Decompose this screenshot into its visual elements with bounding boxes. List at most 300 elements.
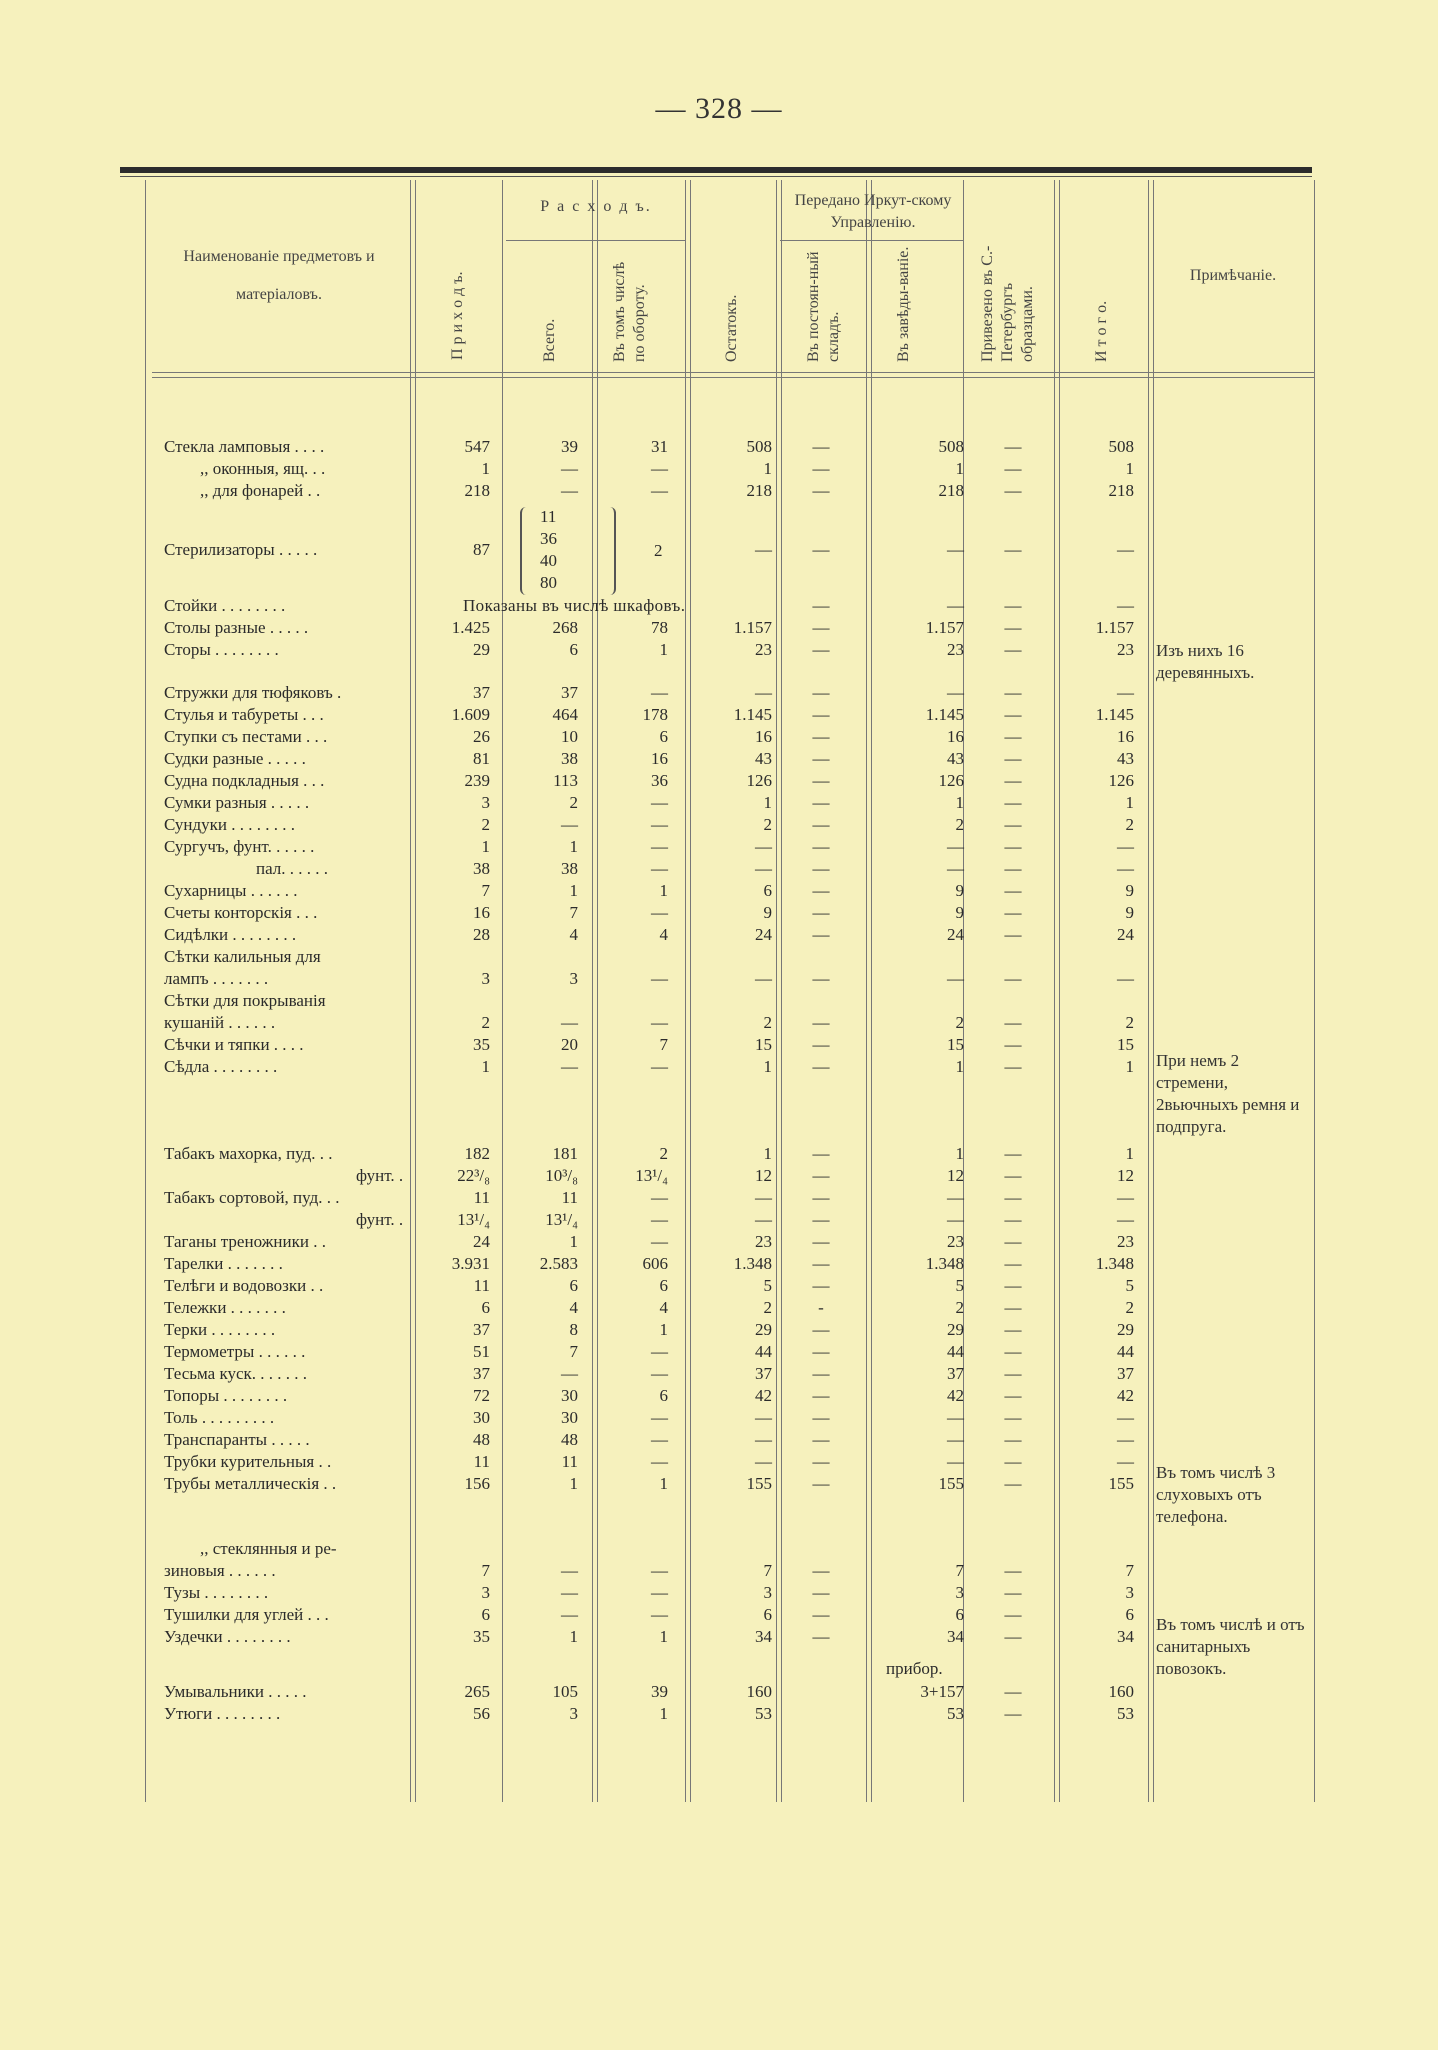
item-name: Транспаранты . . . . . bbox=[164, 1430, 310, 1449]
table-row bbox=[0, 902, 1438, 924]
cell-value: 2 bbox=[955, 1013, 964, 1032]
page-number: — 328 — bbox=[655, 92, 783, 125]
cell-value: — bbox=[812, 1561, 830, 1580]
cell-value: 37 bbox=[1117, 1364, 1134, 1383]
cell-value: 3 bbox=[569, 1704, 578, 1723]
cell-value: 1 bbox=[763, 1057, 772, 1076]
header-subrule bbox=[780, 240, 964, 241]
cell-value: 13¹/₄ bbox=[635, 1166, 668, 1185]
cell-value: 2 bbox=[763, 815, 772, 834]
cell-value: 6 bbox=[659, 1276, 668, 1295]
cell-value: — bbox=[755, 837, 772, 856]
cell-value: — bbox=[755, 1210, 772, 1229]
cell-value: — bbox=[812, 1386, 830, 1405]
table-row bbox=[0, 1143, 1438, 1165]
cell-value: 2 bbox=[1125, 815, 1134, 834]
item-name: Стойки . . . . . . . . bbox=[164, 596, 286, 615]
table-row bbox=[0, 1012, 1438, 1034]
sterilizer-brace-right bbox=[608, 507, 616, 595]
table-row bbox=[0, 595, 1438, 617]
cell-value: — bbox=[755, 1408, 772, 1427]
table-row bbox=[0, 858, 1438, 880]
table-row bbox=[0, 704, 1438, 726]
cell-value: — bbox=[1004, 1298, 1022, 1317]
cell-value: 34 bbox=[1117, 1627, 1134, 1646]
cell-value: — bbox=[812, 1627, 830, 1646]
cell-value: — bbox=[561, 459, 578, 478]
header-primechanie: Примѣчаніе. bbox=[1189, 267, 1277, 284]
cell-value: — bbox=[1117, 1408, 1134, 1427]
table-row bbox=[0, 1341, 1438, 1363]
cell-value: 1 bbox=[481, 459, 490, 478]
header-ostatok: Остатокъ. bbox=[723, 294, 740, 362]
table-row bbox=[0, 1275, 1438, 1297]
cell-value: 35 bbox=[473, 1035, 490, 1054]
cell-value: 37 bbox=[473, 1364, 490, 1383]
cell-value: 44 bbox=[947, 1342, 964, 1361]
item-name: Сундуки . . . . . . . . bbox=[164, 815, 296, 834]
cell-value: — bbox=[812, 749, 830, 768]
cell-value: — bbox=[812, 837, 830, 856]
cell-value: — bbox=[1004, 1452, 1022, 1471]
cell-value: — bbox=[651, 1057, 668, 1076]
cell-value: — bbox=[812, 881, 830, 900]
cell-value: — bbox=[755, 859, 772, 878]
cell-value: 606 bbox=[642, 1254, 668, 1273]
cell-value: — bbox=[947, 596, 964, 615]
cell-value: — bbox=[1004, 815, 1022, 834]
cell-value: — bbox=[755, 683, 772, 702]
table-row bbox=[0, 814, 1438, 836]
cell-value: — bbox=[561, 1013, 578, 1032]
table-row bbox=[0, 946, 1438, 968]
cell-value: 1 bbox=[481, 837, 490, 856]
table-row bbox=[0, 682, 1438, 704]
cell-value: 12 bbox=[755, 1166, 772, 1185]
sterilizer-brace-left bbox=[520, 507, 528, 595]
cell-value: — bbox=[1004, 1254, 1022, 1273]
cell-value: 43 bbox=[755, 749, 772, 768]
cell-value: 24 bbox=[473, 1232, 490, 1251]
note-sedla: При немъ 2 стремени, 2вьючныхъ ремня и подпруга. bbox=[1156, 1051, 1300, 1136]
cell-value: 23 bbox=[1117, 1232, 1134, 1251]
table-row bbox=[0, 1297, 1438, 1319]
cell-value: 182 bbox=[464, 1144, 490, 1163]
cell-value: — bbox=[651, 481, 668, 500]
cell-value: 2 bbox=[1125, 1298, 1134, 1317]
cell-value: — bbox=[947, 1408, 964, 1427]
cell-value: — bbox=[1004, 1144, 1022, 1163]
table-row bbox=[0, 748, 1438, 770]
cell-value: 1 bbox=[569, 1474, 578, 1493]
cell-value: — bbox=[1004, 727, 1022, 746]
cell-value: 23 bbox=[947, 1232, 964, 1251]
item-name: Умывальники . . . . . bbox=[164, 1682, 307, 1701]
cell-value: 10³/₈ bbox=[545, 1166, 578, 1185]
table-row bbox=[0, 436, 1438, 458]
cell-value: — bbox=[812, 1583, 830, 1602]
cell-value: 9 bbox=[1125, 881, 1134, 900]
item-name: Топоры . . . . . . . . bbox=[164, 1386, 288, 1405]
cell-value: — bbox=[651, 793, 668, 812]
cell-value: 15 bbox=[947, 1035, 964, 1054]
cell-value: — bbox=[812, 1408, 830, 1427]
cell-value: 1 bbox=[955, 459, 964, 478]
cell-value: 508 bbox=[938, 437, 964, 456]
cell-value: — bbox=[812, 1166, 830, 1185]
cell-value: 2 bbox=[763, 1298, 772, 1317]
cell-value: 23 bbox=[947, 640, 964, 659]
cell-value: — bbox=[812, 1144, 830, 1163]
cell-value: 1.425 bbox=[451, 618, 490, 637]
cell-value: — bbox=[1004, 1210, 1022, 1229]
item-name: кушаній . . . . . . bbox=[164, 1013, 276, 1032]
cell-value: 9 bbox=[955, 881, 964, 900]
item-name: Сидѣлки . . . . . . . . bbox=[164, 925, 297, 944]
cell-value: — bbox=[1117, 837, 1134, 856]
cell-value: 37 bbox=[561, 683, 578, 702]
cell-value: 2.583 bbox=[539, 1254, 578, 1273]
cell-value: 1 bbox=[569, 881, 578, 900]
cell-value: — bbox=[947, 1452, 964, 1471]
cell-value: 4 bbox=[659, 1298, 668, 1317]
cell-value: 72 bbox=[473, 1386, 490, 1405]
cell-value: 7 bbox=[569, 903, 578, 922]
cell-value: — bbox=[561, 1057, 578, 1076]
cell-value: — bbox=[651, 1013, 668, 1032]
table-row bbox=[0, 1560, 1438, 1582]
cell-value: 11 bbox=[473, 1276, 490, 1295]
item-name: Телѣги и водовозки . . bbox=[164, 1276, 324, 1295]
cell-value: 1 bbox=[763, 793, 772, 812]
cell-value: — bbox=[561, 1561, 578, 1580]
cell-value: — bbox=[1004, 481, 1022, 500]
item-name: Сторы . . . . . . . . bbox=[164, 640, 279, 659]
cell-value: — bbox=[1117, 1188, 1134, 1207]
cell-value: — bbox=[755, 1188, 772, 1207]
cell-value: — bbox=[1117, 596, 1134, 615]
cell-value: 53 bbox=[947, 1704, 964, 1723]
cell-value: 3 bbox=[569, 969, 578, 988]
cell-value: 42 bbox=[755, 1386, 772, 1405]
cell-value: — bbox=[812, 1188, 830, 1207]
header-itogo: И т о г о. bbox=[1093, 300, 1110, 362]
cell-value: 23 bbox=[755, 640, 772, 659]
item-name: Сѣдла . . . . . . . . bbox=[164, 1057, 278, 1076]
item-name: Трубы металлическія . . bbox=[164, 1474, 337, 1493]
cell-value: — bbox=[1117, 1210, 1134, 1229]
item-name: Толь . . . . . . . . . bbox=[164, 1408, 275, 1427]
cell-value: 6 bbox=[955, 1605, 964, 1624]
cell-value: — bbox=[1004, 1320, 1022, 1339]
item-name: Сѣтки калильныя для bbox=[164, 947, 321, 966]
cell-value: 2 bbox=[481, 1013, 490, 1032]
stoyki-text: Показаны въ числѣ шкафовъ. bbox=[463, 596, 686, 615]
item-name: Тележки . . . . . . . bbox=[164, 1298, 286, 1317]
cell-value: 126 bbox=[1108, 771, 1134, 790]
cell-value: — bbox=[812, 1057, 830, 1076]
cell-value: 3 bbox=[481, 793, 490, 812]
cell-value: 22³/₈ bbox=[457, 1166, 490, 1185]
item-name: Сѣчки и тяпки . . . . bbox=[164, 1035, 304, 1054]
cell-value: — bbox=[1004, 1408, 1022, 1427]
cell-value: — bbox=[812, 815, 830, 834]
item-name: Тарелки . . . . . . . bbox=[164, 1254, 283, 1273]
header-name: Наименованіе предметовъ и матеріаловъ. bbox=[183, 248, 375, 303]
table-row bbox=[0, 1429, 1438, 1451]
cell-value: 218 bbox=[464, 481, 490, 500]
cell-value: 48 bbox=[561, 1430, 578, 1449]
cell-value: — bbox=[651, 1342, 668, 1361]
cell-value: 464 bbox=[552, 705, 578, 724]
cell-value: 6 bbox=[481, 1298, 490, 1317]
cell-value: — bbox=[1004, 437, 1022, 456]
cell-value: — bbox=[812, 859, 830, 878]
table-top-rule bbox=[120, 167, 1312, 173]
cell-value: — bbox=[1004, 1013, 1022, 1032]
cell-value: — bbox=[812, 1232, 830, 1251]
cell-value: — bbox=[812, 1474, 830, 1493]
cell-value: — bbox=[812, 727, 830, 746]
item-name: Столы разные . . . . . bbox=[164, 618, 309, 637]
cell-value: 38 bbox=[473, 859, 490, 878]
cell-value: — bbox=[561, 481, 578, 500]
cell-value: 7 bbox=[481, 1561, 490, 1580]
cell-value: 105 bbox=[552, 1682, 578, 1701]
cell-value: — bbox=[1117, 1430, 1134, 1449]
cell-value: 8 bbox=[569, 1320, 578, 1339]
cell-value: 51 bbox=[473, 1342, 490, 1361]
pribor-label: прибор. bbox=[886, 1659, 943, 1678]
cell-value: 36 bbox=[651, 771, 668, 790]
cell-value: 3 bbox=[763, 1583, 772, 1602]
cell-value: 1 bbox=[955, 793, 964, 812]
cell-value: 1.157 bbox=[733, 618, 772, 637]
cell-value: — bbox=[1004, 540, 1022, 559]
cell-value: 1 bbox=[569, 1232, 578, 1251]
cell-value: — bbox=[812, 969, 830, 988]
cell-value: 160 bbox=[746, 1682, 772, 1701]
cell-value: — bbox=[1004, 793, 1022, 812]
cell-value: 1 bbox=[659, 1627, 668, 1646]
cell-value: 547 bbox=[464, 437, 490, 456]
cell-value: 1.348 bbox=[925, 1254, 964, 1273]
cell-value: 5 bbox=[955, 1276, 964, 1295]
item-name: Трубки курительныя . . bbox=[164, 1452, 332, 1471]
item-name: Ступки съ пестами . . . bbox=[164, 727, 328, 746]
cell-value: 4 bbox=[569, 1298, 578, 1317]
cell-value: 1 bbox=[659, 640, 668, 659]
cell-value: 1 bbox=[659, 1320, 668, 1339]
cell-value: 29 bbox=[755, 1320, 772, 1339]
table-row bbox=[0, 1582, 1438, 1604]
cell-value: — bbox=[812, 903, 830, 922]
cell-value: 35 bbox=[473, 1627, 490, 1646]
cell-value: 1 bbox=[955, 1144, 964, 1163]
cell-value: — bbox=[1004, 1682, 1022, 1701]
item-name: Сургучъ, фунт. . . . . . bbox=[164, 837, 315, 856]
item-name: Тушилки для углей . . . bbox=[164, 1605, 329, 1624]
cell-value: — bbox=[1004, 1035, 1022, 1054]
item-name: Термометры . . . . . . bbox=[164, 1342, 306, 1361]
cell-value: — bbox=[651, 1188, 668, 1207]
item-name: Терки . . . . . . . . bbox=[164, 1320, 276, 1339]
item-name: лампъ . . . . . . . bbox=[164, 969, 269, 988]
cell-value: 1 bbox=[569, 1627, 578, 1646]
cell-value: 155 bbox=[938, 1474, 964, 1493]
table-row bbox=[0, 1319, 1438, 1341]
cell-value: — bbox=[812, 1210, 830, 1229]
cell-value: 9 bbox=[763, 903, 772, 922]
table-row bbox=[0, 1187, 1438, 1209]
cell-value: 265 bbox=[464, 1682, 490, 1701]
cell-value: 508 bbox=[1108, 437, 1134, 456]
cell-value: 3 bbox=[481, 1583, 490, 1602]
cell-value: — bbox=[651, 903, 668, 922]
cell-value: 34 bbox=[947, 1627, 964, 1646]
header-rashod: Р а с х о д ъ. bbox=[540, 198, 652, 215]
cell-value: 6 bbox=[763, 881, 772, 900]
item-name: Тузы . . . . . . . . bbox=[164, 1583, 269, 1602]
cell-value: — bbox=[1004, 1364, 1022, 1383]
cell-value: — bbox=[1004, 1276, 1022, 1295]
cell-value: 15 bbox=[1117, 1035, 1134, 1054]
item-name: ,, стеклянныя и ре- bbox=[200, 1539, 337, 1558]
cell-value: 16 bbox=[755, 727, 772, 746]
cell-value: 23 bbox=[1117, 640, 1134, 659]
cell-value: 39 bbox=[651, 1682, 668, 1701]
cell-value: — bbox=[651, 459, 668, 478]
cell-value: — bbox=[651, 1232, 668, 1251]
cell-value: — bbox=[1004, 969, 1022, 988]
table-row bbox=[0, 480, 1438, 502]
cell-value: 13¹/₄ bbox=[457, 1210, 490, 1229]
item-name: фунт. . bbox=[356, 1210, 404, 1229]
cell-value: - bbox=[818, 1298, 824, 1317]
item-name: Счеты конторскія . . . bbox=[164, 903, 318, 922]
table-row bbox=[0, 924, 1438, 946]
note-stori: Изъ нихъ 16 деревянныхъ. bbox=[1156, 641, 1255, 682]
cell-value: 10 bbox=[561, 727, 578, 746]
cell-value: — bbox=[947, 1430, 964, 1449]
sterilizer-part: 36 bbox=[540, 529, 557, 548]
cell-value: 126 bbox=[746, 771, 772, 790]
table-row bbox=[0, 1681, 1438, 1703]
item-name: Утюги . . . . . . . . bbox=[164, 1704, 281, 1723]
header-prihod: П р и х о д ъ. bbox=[449, 271, 466, 360]
item-name: Стекла ламповыя . . . . bbox=[164, 437, 325, 456]
cell-value: — bbox=[812, 1605, 830, 1624]
cell-value: 6 bbox=[569, 1276, 578, 1295]
cell-value: 16 bbox=[947, 727, 964, 746]
cell-value: — bbox=[812, 540, 830, 559]
cell-value: 3 bbox=[1125, 1583, 1134, 1602]
cell-value: — bbox=[755, 540, 772, 559]
cell-value: 218 bbox=[746, 481, 772, 500]
cell-value: 1 bbox=[481, 1057, 490, 1076]
cell-value: 3.931 bbox=[451, 1254, 490, 1273]
cell-value: 30 bbox=[561, 1386, 578, 1405]
cell-value: — bbox=[1004, 618, 1022, 637]
header-zaved: Въ завѣды-ваніе. bbox=[895, 246, 912, 362]
cell-value: — bbox=[812, 1276, 830, 1295]
cell-value: 37 bbox=[473, 1320, 490, 1339]
table-row bbox=[0, 726, 1438, 748]
cell-value: — bbox=[1004, 1386, 1022, 1405]
cell-value: 1.609 bbox=[451, 705, 490, 724]
cell-value: 29 bbox=[473, 640, 490, 659]
cell-value: 1.348 bbox=[1095, 1254, 1134, 1273]
cell-value: — bbox=[651, 1210, 668, 1229]
item-name: Стружки для тюфяковъ . bbox=[164, 683, 342, 702]
cell-value: 3 bbox=[955, 1583, 964, 1602]
header-vsego: Всего. bbox=[541, 318, 558, 362]
cell-value: 13¹/₄ bbox=[545, 1210, 578, 1229]
cell-value: 6 bbox=[763, 1605, 772, 1624]
sterilizer-turnover: 2 bbox=[654, 541, 663, 560]
cell-value: — bbox=[812, 640, 830, 659]
item-name: ,, оконныя, ящ. . . bbox=[200, 459, 326, 478]
cell-value: 29 bbox=[1117, 1320, 1134, 1339]
table-top-thin-rule bbox=[120, 176, 1312, 177]
item-name: Табакъ сортовой, пуд. . . bbox=[164, 1188, 340, 1207]
cell-value: 37 bbox=[473, 683, 490, 702]
table-row bbox=[0, 770, 1438, 792]
cell-value: — bbox=[1004, 1188, 1022, 1207]
cell-value: 44 bbox=[755, 1342, 772, 1361]
cell-value: 7 bbox=[763, 1561, 772, 1580]
table-row bbox=[0, 1231, 1438, 1253]
sterilizer-part: 11 bbox=[540, 507, 557, 526]
cell-value: 78 bbox=[651, 618, 668, 637]
header-v-tom: Въ томъ числѣ по обороту. bbox=[611, 261, 648, 362]
cell-value: — bbox=[947, 1210, 964, 1229]
cell-value: — bbox=[1004, 771, 1022, 790]
cell-value: — bbox=[812, 437, 830, 456]
item-name: зиновыя . . . . . . bbox=[164, 1561, 276, 1580]
cell-value: — bbox=[1004, 859, 1022, 878]
cell-value: — bbox=[1004, 1704, 1022, 1723]
cell-value: — bbox=[812, 481, 830, 500]
cell-value: — bbox=[1004, 1583, 1022, 1602]
cell-value: — bbox=[1004, 683, 1022, 702]
cell-value: 7 bbox=[1125, 1561, 1134, 1580]
cell-value: 5 bbox=[763, 1276, 772, 1295]
cell-value: — bbox=[947, 1188, 964, 1207]
cell-value: — bbox=[1004, 1430, 1022, 1449]
cell-value: — bbox=[1117, 859, 1134, 878]
cell-value: — bbox=[1004, 1627, 1022, 1646]
header-sklad: Въ постоян-ный складъ. bbox=[805, 251, 842, 362]
cell-value: 113 bbox=[553, 771, 578, 790]
cell-value: — bbox=[812, 1320, 830, 1339]
cell-value: 156 bbox=[464, 1474, 490, 1493]
cell-value: — bbox=[651, 1408, 668, 1427]
cell-value: — bbox=[812, 1254, 830, 1273]
cell-value: 155 bbox=[746, 1474, 772, 1493]
cell-value: — bbox=[651, 1364, 668, 1383]
cell-value: — bbox=[651, 683, 668, 702]
cell-value: — bbox=[947, 540, 964, 559]
cell-value: 6 bbox=[569, 640, 578, 659]
cell-value: 56 bbox=[473, 1704, 490, 1723]
cell-value: — bbox=[651, 815, 668, 834]
cell-value: — bbox=[1004, 640, 1022, 659]
cell-value: 44 bbox=[1117, 1342, 1134, 1361]
cell-value: — bbox=[812, 596, 830, 615]
cell-value: 12 bbox=[1117, 1166, 1134, 1185]
cell-value: — bbox=[1004, 837, 1022, 856]
